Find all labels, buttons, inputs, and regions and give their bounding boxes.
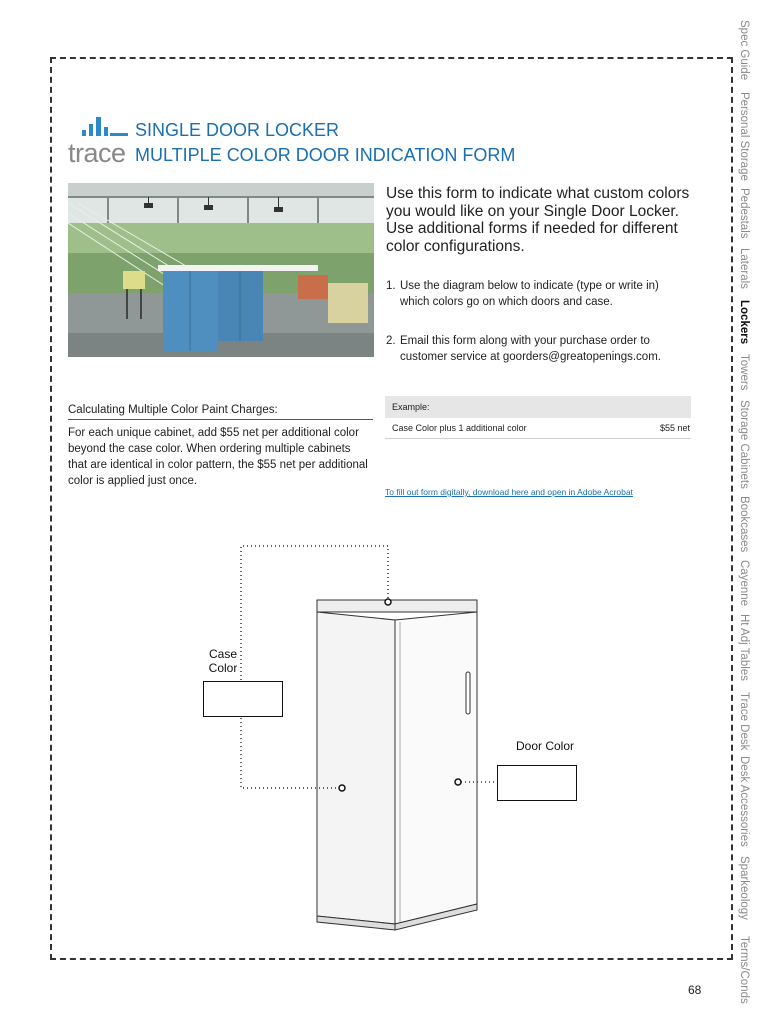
nav-desk-accessories[interactable]: Desk Accessories (738, 756, 750, 847)
case-label-line-1: Case (208, 647, 237, 661)
step-text: Email this form along with your purchase order to customer service at goorders@greatopenings.com. (400, 335, 661, 363)
nav-storage-cabinets[interactable]: Storage Cabinets (738, 400, 750, 489)
case-label-line-2: Color (208, 661, 238, 675)
nav-terms-conds[interactable]: Terms/Conds (738, 936, 750, 1004)
step-2 (386, 333, 686, 365)
nav-ht-adj-tables[interactable]: Ht Adj Tables (738, 614, 750, 681)
nav-towers[interactable]: Towers (738, 354, 750, 391)
side-nav (738, 20, 760, 1010)
case-color-field[interactable] (203, 681, 283, 717)
door-color-label: Door Color (515, 739, 575, 753)
title-line-2: MULTIPLE COLOR DOOR INDICATION FORM (135, 145, 516, 165)
trace-logo (68, 112, 128, 168)
nav-bookcases[interactable]: Bookcases (738, 496, 750, 553)
nav-pedestals[interactable]: Pedestals (738, 188, 750, 239)
example-price: $55 net (659, 423, 690, 433)
intro-text: Use this form to indicate what custom colors you would like on your Single Door Locker. Use additional forms if needed for different color configurations. (386, 185, 690, 255)
divider (385, 438, 691, 439)
title-line-1: SINGLE DOOR LOCKER (135, 120, 340, 140)
download-form-link[interactable]: To fill out form digitally, download here and open in Adobe Acrobat (385, 487, 633, 497)
page-number: 68 (688, 983, 702, 997)
calc-heading: Calculating Multiple Color Paint Charges: (68, 404, 373, 420)
step-1 (386, 278, 686, 310)
calc-body: For each unique cabinet, add $55 net per additional color beyond the case color. When ordering multiple cabinets that are identical in color pattern, the $55 net per additional color is applied just once. (68, 427, 368, 487)
step-text: Use the diagram below to indicate (type or write in) which colors go on which doors and case. (400, 280, 659, 308)
case-color-label (203, 647, 243, 675)
nav-sparkeology[interactable]: Sparkeology (738, 856, 750, 920)
step-number: 2. (386, 335, 396, 347)
nav-personal-storage[interactable]: Personal Storage (738, 92, 750, 181)
locker-diagram (195, 540, 595, 940)
page-title (135, 118, 515, 168)
example-item: Case Color plus 1 additional color (392, 423, 527, 433)
nav-laterals[interactable]: Laterals (738, 248, 750, 289)
nav-lockers[interactable]: Lockers (738, 300, 750, 345)
nav-trace-desk[interactable]: Trace Desk (738, 692, 750, 751)
nav-spec-guide[interactable]: Spec Guide (738, 20, 750, 81)
bar-chart-icon (82, 116, 122, 136)
logo-wordmark: trace (68, 138, 126, 168)
example-heading: Example: (385, 396, 691, 418)
nav-cayenne[interactable]: Cayenne (738, 560, 750, 607)
door-color-field[interactable] (497, 765, 577, 801)
example-row (392, 423, 690, 433)
step-number: 1. (386, 280, 396, 292)
office-locker-photo (68, 183, 374, 357)
